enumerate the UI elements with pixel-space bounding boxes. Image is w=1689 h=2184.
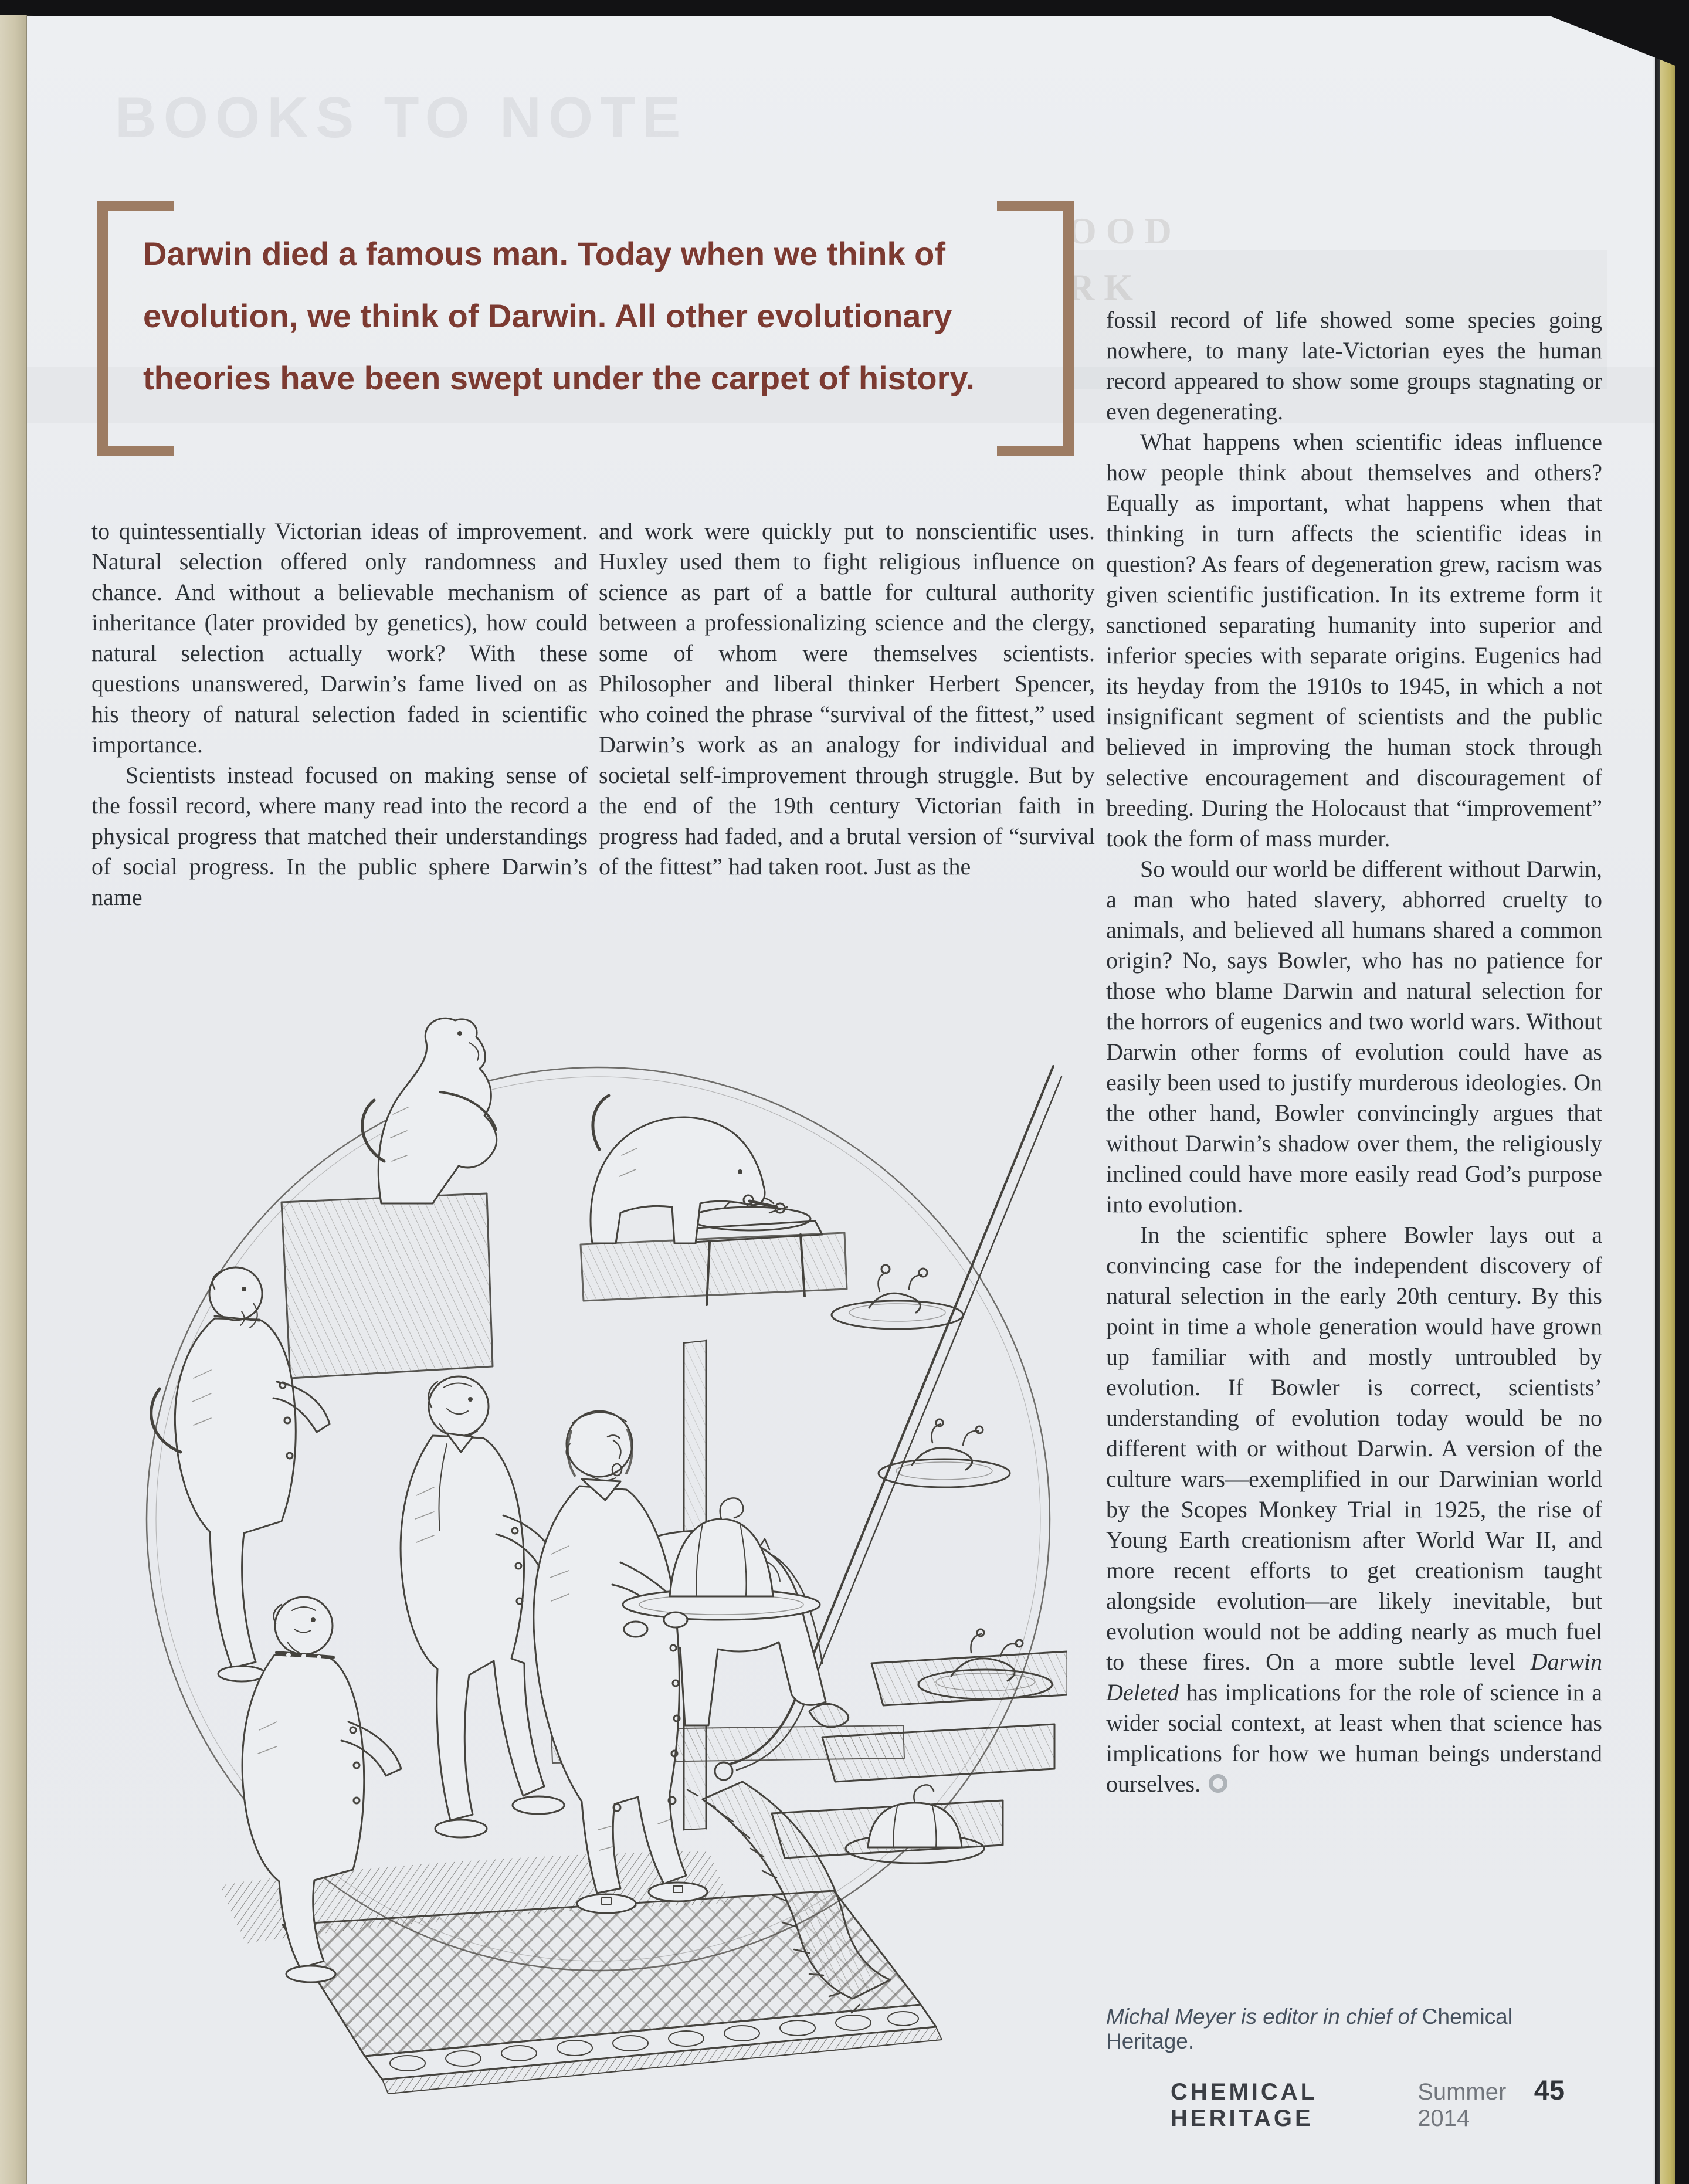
pull-quote [143, 223, 1058, 409]
pull-quote-line: theories have been swept under the carpet of history. [143, 360, 975, 396]
body-paragraph: In the scientific sphere Bowler lays out a convincing case for the independent discovery of natural selection in the early 20th century. By this point in time a whole generation would have grown up familiar with and mostly untroubled by evolution. If Bowler is correct, scientists’ understanding of evolution today would be no different with or without Darwin. A version of the culture wars—exemplified in our Darwinian world by the Scopes Monkey Trial in 1925, the rise of Young Earth creationism after World War II, and more recent efforts to get creationism taught alongside evolution—are likely inevitable, but evolution would not be adding nearly as much fuel to these fires. On a more subtle level Darwin Deleted has implications for the role of science in a wider social context, at least when that science has implications for how we human beings understand ourselves. [1106, 1222, 1602, 1797]
author-bio-text: Michal Meyer is editor in chief of [1106, 2005, 1422, 2029]
footer-issue: Summer 2014 [1417, 2079, 1507, 2131]
body-paragraph: to quintessentially Victorian ideas of improvement. Natural selection offered only randomness and chance. And without a believable mechanism of inheritance (later provided by genetics), how could natural selection actually work? With these questions unanswered, Darwin’s fame lived on as his theory of natural selection faded in scientific importance. [91, 518, 588, 758]
evolution-engraving-illustration [88, 968, 1067, 2141]
plate-bird-remains [832, 1265, 963, 1329]
page [27, 16, 1655, 2184]
end-of-article-mark-icon [1209, 1774, 1227, 1793]
article-column-1 [91, 516, 588, 945]
page-footer [1171, 2074, 1565, 2132]
body-paragraph: and work were quickly put to nonscientific uses. Huxley used them to fight religious influence on science as part of a battle for cultural authority between a professionalizing science and the clergy, some of whom were themselves scientists. Philosopher and liberal thinker Herbert Spencer, who coined the phrase “survival of the fittest,” used Darwin’s work as an analogy for individual and societal self-improvement through struggle. But by the end of the 19th century Victorian faith in progress had faded, and a brutal version of “survival of the fittest” had taken root. Just as the [599, 518, 1095, 880]
bleedthrough-book-cover-text: OOD RK [1067, 210, 1181, 308]
book-fore-edge [1660, 26, 1675, 2184]
book-gutter-edge [0, 15, 27, 2184]
publication-name: Chemical Heritage. [1106, 2005, 1512, 2053]
body-paragraph: What happens when scientific ideas influence how people think about themselves and others? Equally as important, what happens when that thinking in turn affects the scientific ideas in question? As fears of degeneration grew, racism was given scientific justification. In its extreme form it sanctioned separating humanity into superior and inferior species with separate origins. Eugenics had its heyday from the 1910s to 1945, in which a not insignificant segment of scientists and the public believed in improving the human stock through selective encouragement and discouragement of breeding. During the Holocaust that “improvement” took the form of mass murder. [1106, 429, 1602, 852]
pedestal-blocks [282, 1193, 847, 1378]
body-paragraph: Scientists instead focused on making sense of the fossil record, where many read into the record a physical progress that matched their understandings of social progress. In the public sphere Darwin’s name [91, 762, 588, 910]
footer-magazine-name: CHEMICAL HERITAGE [1171, 2079, 1318, 2131]
article-column-2 [599, 516, 1095, 945]
pull-quote-line: Darwin died a famous man. Today when we think of [143, 235, 946, 272]
plate-roast-bird [879, 1419, 1010, 1487]
body-paragraph: fossil record of life showed some species going nowhere, to many late-Victorian eyes the human record appeared to show some groups stagnating or even degenerating. [1106, 307, 1602, 425]
pull-quote-line: evolution, we think of Darwin. All other evolutionary [143, 297, 952, 334]
article-column-3 [1106, 305, 1602, 2006]
dog-figure-climbing [362, 1018, 497, 1203]
footer-page-number: 45 [1534, 2074, 1565, 2105]
body-paragraph: So would our world be different without Darwin, a man who hated slavery, abhorred cruelty to animals, and believed all humans shared a common origin? No, says Bowler, who has no patience for those who blame Darwin and natural selection for the horrors of eugenics and two world wars. Without Darwin other forms of evolution could have as easily been used to justify murderous ideologies. On the other hand, Bowler convincingly argues that without Darwin’s shadow over them, the religiously inclined could have more easily read God’s purpose into evolution. [1106, 856, 1602, 1218]
bleedthrough-section-header: BOOKS TO NOTE [115, 85, 688, 150]
door-mat [283, 1891, 942, 2094]
dog-figure-eating [591, 1096, 785, 1243]
author-attribution [1106, 2005, 1602, 2054]
